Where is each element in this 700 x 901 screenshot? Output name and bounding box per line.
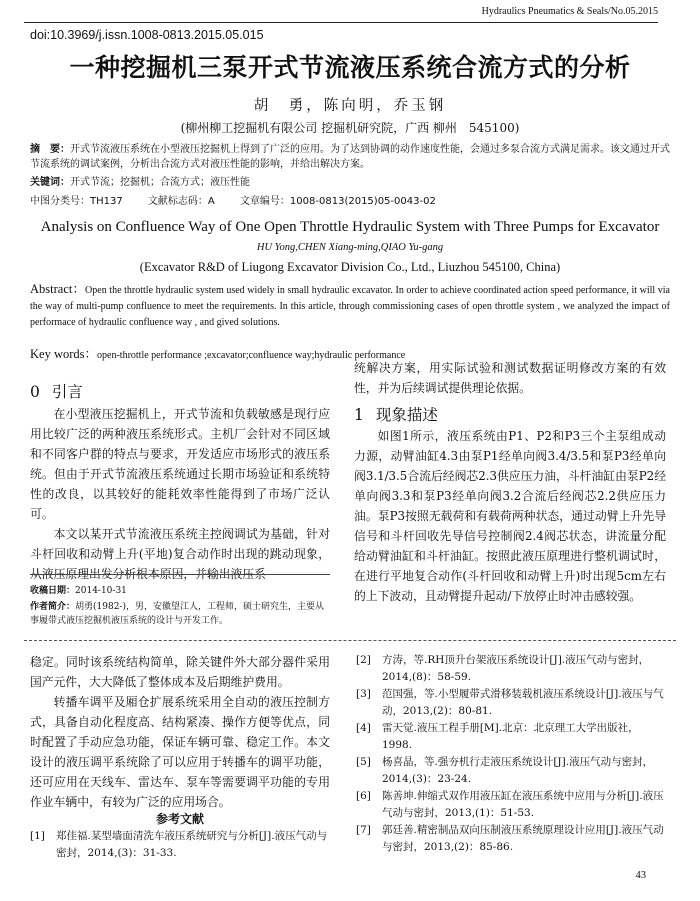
paragraph: 稳定。同时该系统结构简单，除关键件外大部分器件采用国产元件，大大降低了整体成本及后期维护费用。 (30, 655, 330, 689)
paragraph: 转播车调平及厢仓扩展系统采用全自动的液压控制方式，具备自动化程度高、结构紧凑、操作方便等优点，同时配置了手动应急功能，保证车辆可靠、稳定工作。本文设计的液压调平系统除了可以应用于转播车的调平功能，还可应用在天线车、雷达车、泵车等需要调平功能的专用作业车辆中，有较为广泛的应用场合。 (30, 695, 330, 809)
section-heading-intro (30, 380, 83, 402)
english-authors: HU Yong,CHEN Xiang-ming,QIAO Yu-gang (256, 242, 444, 253)
abstract-zh-label: 摘 要： (30, 144, 70, 155)
reference-item: [3] 范国强，等.小型履带式滑移装载机液压系统设计[J].液压与气动，2013,(2)：80-81. (356, 688, 664, 717)
abstract-zh-text: 开式节流液压系统在小型液压挖掘机上得到了广泛的应用。为了达到协调的动作速度性能，会通过多泵合流方式满足需求。该文通过开式节流系统的调试案例，分析出合流方式对液压性能的影响，并给出解决方案。 (30, 144, 670, 170)
reference-item: [1] 郑佳福.某型墙面清洗车液压系统研究与分析[J].液压气动与密封，2014,(3)：31-33. (30, 830, 328, 859)
bio-text: 胡勇(1982-)，男，安徽望江人，工程师，硕士研究生，主要从事履带式液压挖掘机液压系统的设计与开发工作。 (30, 602, 324, 626)
english-abstract-label: Abstract： (30, 282, 86, 296)
section-title: 现象描述 (375, 406, 438, 424)
reference-item: [7] 郭廷善.精密制品双向压制液压系统原理设计应用[J].液压气动与密封，2013,(2)：85-86. (356, 824, 664, 853)
doi[interactable]: doi:10.3969/j.issn.1008-0813.2015.05.015 (30, 28, 264, 42)
received-date: 2014-10-31 (75, 586, 127, 596)
references-list-left (30, 828, 336, 862)
section-number: 0 (30, 383, 40, 401)
footnote-rule (30, 574, 330, 575)
section-1-body (354, 426, 666, 606)
right-column-continuation (354, 358, 666, 398)
intro-body (30, 404, 330, 584)
references-heading: 参考文献 (155, 812, 204, 826)
english-keywords-text: open-throttle performance ;excavator;confluence way;hydraulic performance (97, 350, 406, 361)
authors: 胡 勇，陈向明，乔玉钢 (253, 98, 447, 114)
references-list-right (356, 652, 668, 856)
paper-title: 一种挖掘机三泵开式节流液压系统合流方式的分析 (69, 53, 631, 82)
english-abstract (30, 281, 670, 331)
section-title: 引言 (51, 383, 83, 401)
abstract-zh (30, 142, 670, 172)
reference-item: [4] 雷天觉.液压工程手册[M].北京：北京理工大学出版社，1998. (356, 722, 639, 751)
header-rule (24, 22, 658, 23)
journal-header: Hydraulics Pneumatics & Seals/No.05.2015 (481, 6, 658, 17)
section-number: 1 (354, 406, 364, 424)
document-code: 文献标志码：A (147, 196, 215, 207)
keywords-zh (30, 173, 670, 188)
english-affiliation: (Excavator R&D of Liugong Excavator Division Co., Ltd., Liuzhou 545100, China) (139, 260, 561, 274)
lower-left-body (30, 652, 330, 812)
footnote-bio (30, 600, 330, 628)
classification (30, 192, 670, 207)
english-keywords-label: Key words： (30, 347, 98, 361)
affiliation: (柳州柳工挖掘机有限公司 挖掘机研究院，广西 柳州 545100) (180, 121, 520, 135)
reference-item: [6] 陈善坤.伸缩式双作用液压缸在液压系统中应用与分析[J].液压气动与密封，2013,(1)：51-53. (356, 790, 664, 819)
received-label: 收稿日期： (30, 586, 76, 596)
keywords-zh-label: 关键词： (30, 177, 70, 188)
page-number: 43 (635, 870, 646, 881)
reference-item: [2] 方涛，等.RH顶升台架液压系统设计[J].液压气动与密封，2014,(8)：58-59. (356, 654, 650, 683)
footnote-received (30, 584, 330, 598)
article-number: 文章编号：1008-0813(2015)05-0043-02 (239, 196, 436, 207)
bio-label: 作者简介： (30, 602, 76, 612)
english-abstract-text: Open the throttle hydraulic system used widely in small hydraulic excavator. In order to achieve coordinated action speed performance, it will via the way of multi-pump confluence to meet the requirements. In this article, through commissioning cases of open throttle system , we analyzed the impact of performace of hydraulic confluence way , and gived solutions. (30, 285, 670, 328)
section-heading-1 (354, 403, 438, 425)
paragraph: 本文以某开式节流液压系统主控阀调试为基础，针对斗杆回收和动臂上升(平地)复合动作时出现的跳动现象，从液压原理出发分析根本原因，并输出液压系 (30, 527, 330, 581)
keywords-zh-text: 开式节流；挖掘机；合流方式；液压性能 (70, 177, 250, 188)
paragraph: 在小型液压挖掘机上，开式节流和负载敏感是现行应用比较广泛的两种液压系统形式。主机厂会针对不同区域和不同客户群的特点与要求，开发适应市场形式的液压系统。但由于开式节流液压系统通过长期市场验证和系统特性的改良，以其较好的能耗效率性能得到了市场广泛认可。 (30, 407, 330, 521)
cut-line-divider (24, 640, 676, 641)
paragraph: 统解决方案，用实际试验和测试数据证明修改方案的有效性，并为后续调试提供理论依据。 (354, 361, 666, 395)
clc-number: 中图分类号：TH137 (30, 196, 123, 207)
reference-item: [5] 杨喜晶，等.强夯机行走液压系统设计[J].液压气动与密封，2014,(3)：23-24. (356, 756, 654, 785)
paragraph: 如图1所示，液压系统由P1、P2和P3三个主泵组成动力源，动臂油缸4.3由泵P1经单向阀3.4/3.5和泵P3经单向阀3.1/3.5合流后经阀芯2.3供应压力油，斗杆油缸由泵P2经单向阀3.3和泵P3经单向阀3.2合流后经阀芯2.2供应压力油。泵P3按照无载荷和有载荷两种状态，通过动臂上升先导信号和斗杆回收先导信号控制阀2.4阀芯状态，讲流量分配给动臂油缸和斗杆油缸。按照此液压原理进行整机调试时，在进行平地复合动作(斗杆回收和动臂上升)时出现5cm左右的上下波动，且动臂提升起动/下放停止时冲击感较强。 (354, 429, 666, 603)
english-title: Analysis on Confluence Way of One Open Throttle Hydraulic System with Three Pumps for Excavator (40, 219, 660, 235)
